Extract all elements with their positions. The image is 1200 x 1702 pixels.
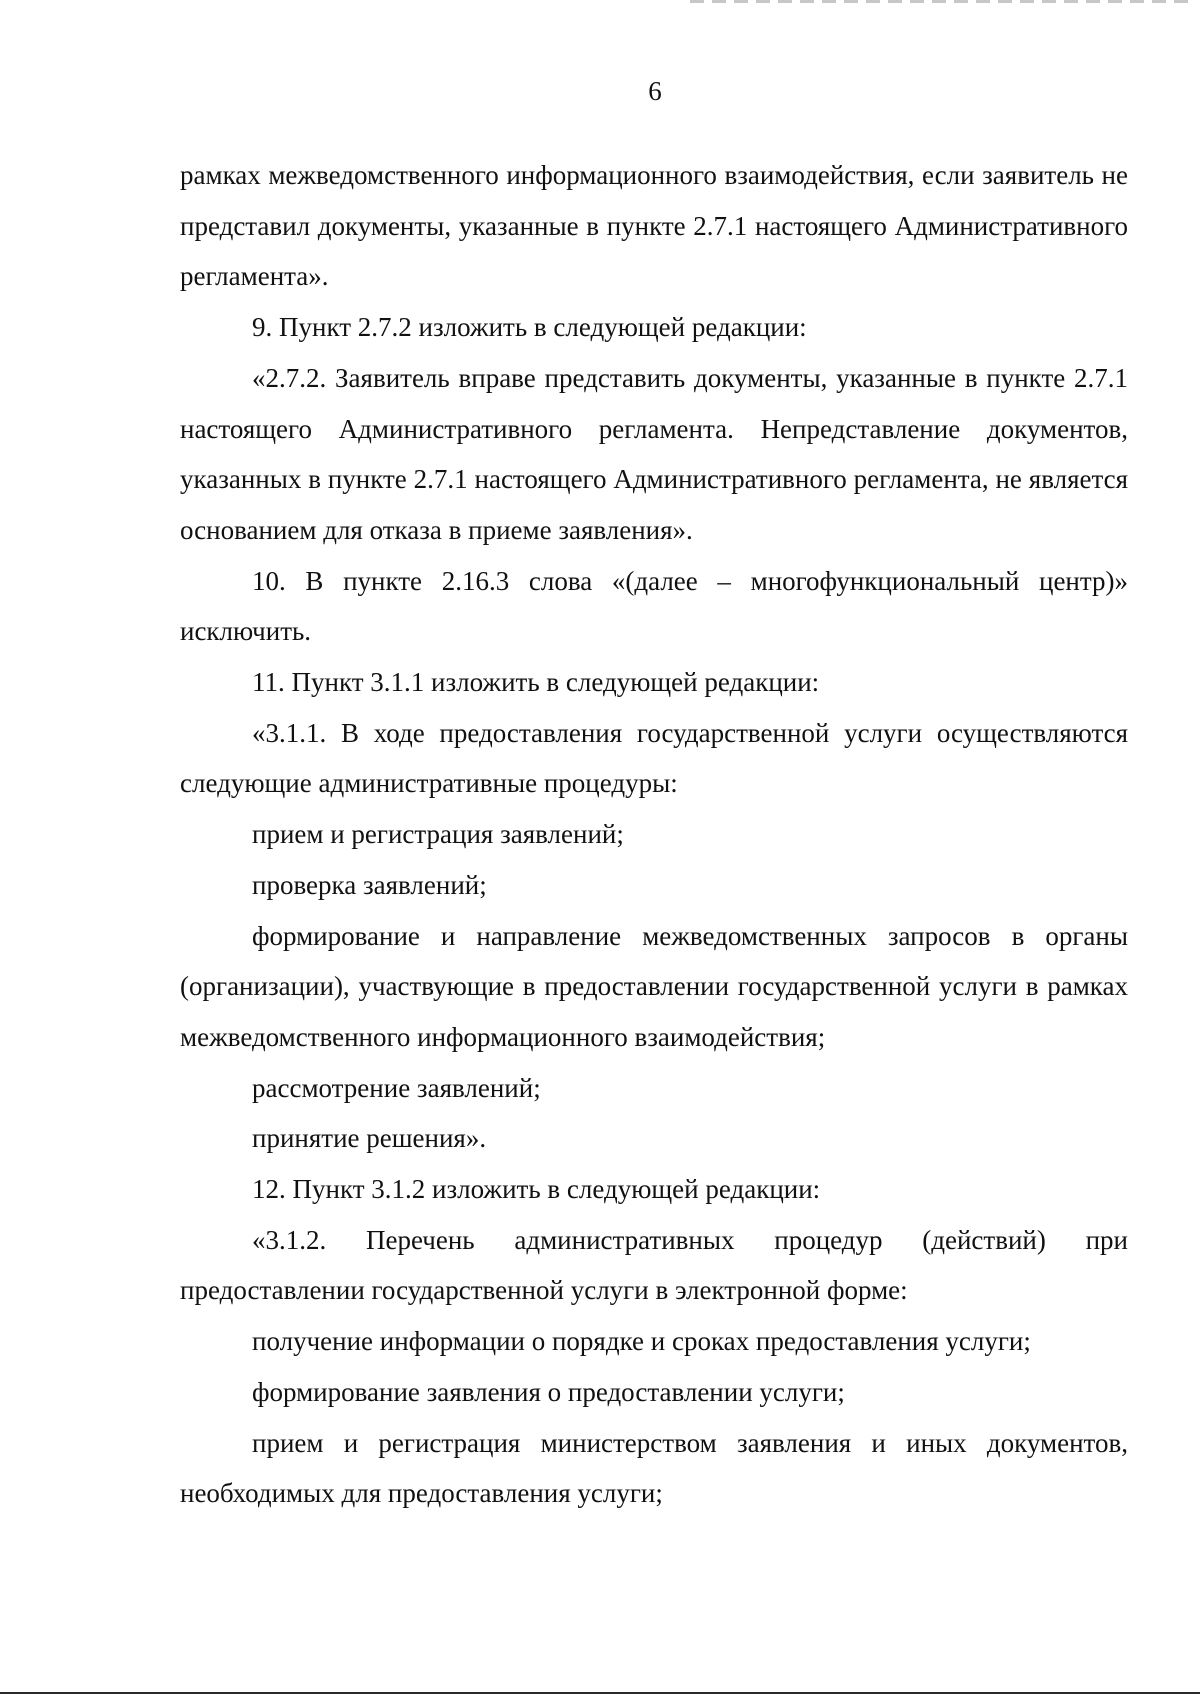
paragraph-continuation: рамках межведомственного информационного взаимодействия, если заявитель не представил документы, указанные в пункте 2.7.1 настоящего Административного регламента». <box>180 160 1128 292</box>
paragraph-item-9: 9. Пункт 2.7.2 изложить в следующей редакции: <box>252 312 807 343</box>
document-body <box>180 150 1128 1519</box>
list-item: проверка заявлений; <box>252 869 487 900</box>
paragraph-quote-3-1-1: «3.1.1. В ходе предоставления государственной услуги осуществляются следующие административные процедуры: <box>180 717 1128 799</box>
paragraph-item-12: 12. Пункт 3.1.2 изложить в следующей редакции: <box>252 1174 821 1205</box>
paragraph-item-10: 10. В пункте 2.16.3 слова «(далее – многофункциональный центр)» исключить. <box>180 565 1128 647</box>
list-item: прием и регистрация министерством заявления и иных документов, необходимых для предоставления услуги; <box>180 1427 1128 1509</box>
list-item: формирование заявления о предоставлении услуги; <box>252 1376 845 1407</box>
paragraph-quote-3-1-2: «3.1.2. Перечень административных процедур (действий) при предоставлении государственной услуги в электронной форме: <box>180 1224 1128 1306</box>
paragraph-item-11: 11. Пункт 3.1.1 изложить в следующей редакции: <box>252 667 820 698</box>
list-item: получение информации о порядке и сроках предоставления услуги; <box>252 1326 1031 1357</box>
list-item: рассмотрение заявлений; <box>252 1072 541 1103</box>
scan-edge-line <box>0 1692 1200 1694</box>
paragraph-quote-2-7-2: «2.7.2. Заявитель вправе представить документы, указанные в пункте 2.7.1 настоящего Административного регламента. Непредставление документов, указанных в пункте 2.7.1 настоящего Административного регламента, не является основанием для отказа в приеме заявления». <box>180 362 1128 545</box>
list-item: принятие решения». <box>252 1123 487 1154</box>
list-item: прием и регистрация заявлений; <box>252 819 624 850</box>
scan-artifact <box>690 0 1190 3</box>
list-item: формирование и направление межведомственных запросов в органы (организации), участвующие в предоставлении государственной услуги в рамках межведомственного информационного взаимодействия; <box>180 920 1128 1052</box>
page-number: 6 <box>648 76 662 106</box>
